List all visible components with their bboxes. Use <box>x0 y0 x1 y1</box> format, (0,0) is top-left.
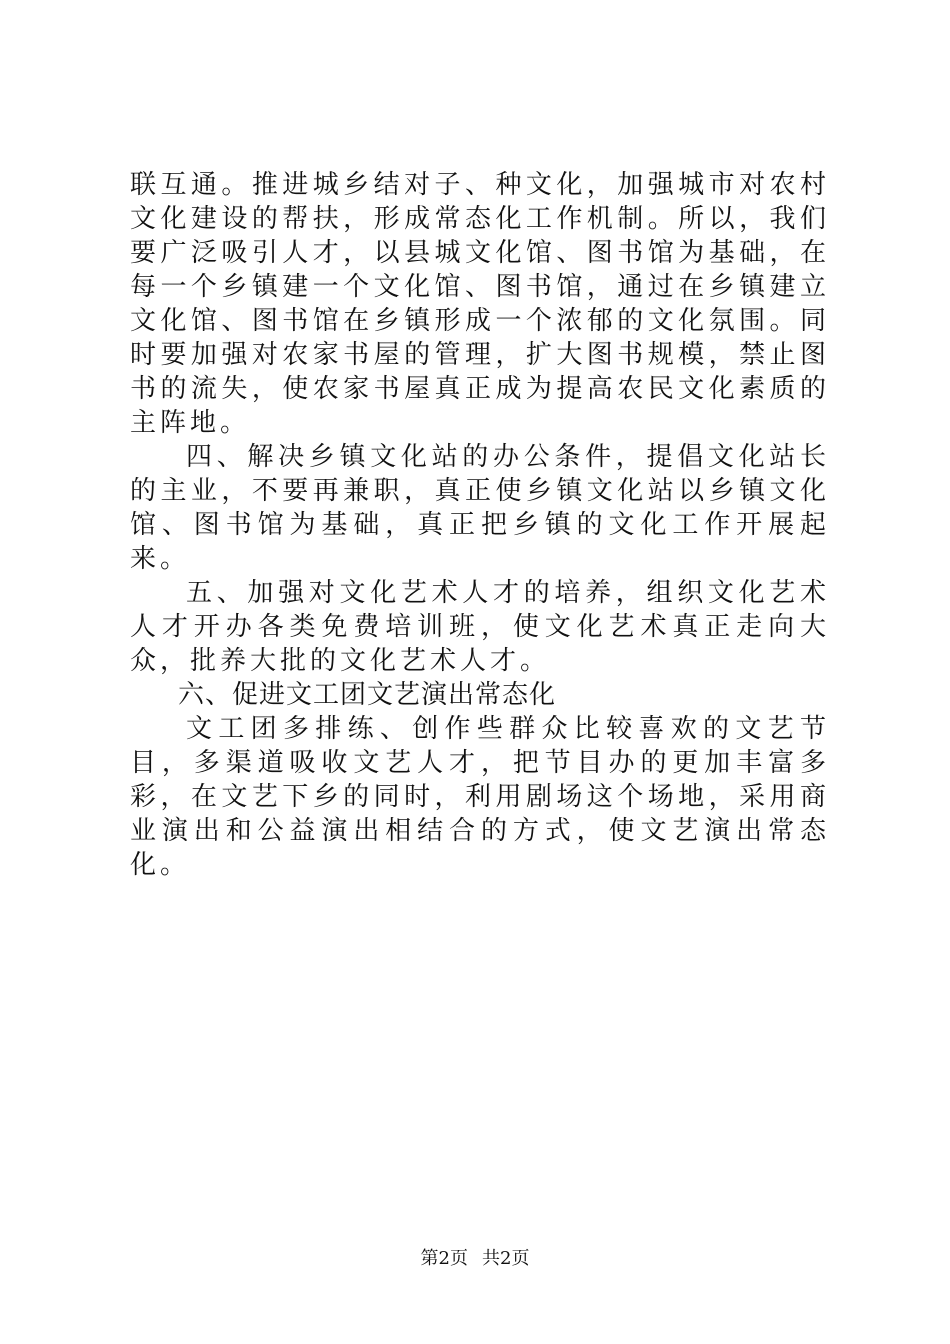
paragraph-continuation: 联互通。推进城乡结对子、种文化，加强城市对农村文化建设的帮扶，形成常态化工作机制。所以，我们要广泛吸引人才，以县城文化馆、图书馆为基础，在每一个乡镇建一个文化馆、图书馆，通过在乡镇建立文化馆、图书馆在乡镇形成一个浓郁的文化氛围。同时要加强对农家书屋的管理，扩大图书规模，禁止图书的流失，使农家书屋真正成为提高农民文化素质的主阵地。 <box>130 170 830 438</box>
paragraph-item-six-heading: 六、促进文工团文艺演出常态化 <box>178 680 557 710</box>
document-body <box>130 168 830 882</box>
page-footer <box>0 1244 950 1270</box>
paragraph-item-four: 四、解决乡镇文化站的办公条件，提倡文化站长的主业，不要再兼职，真正使乡镇文化站以乡镇文化馆、图书馆为基础，真正把乡镇的文化工作开展起来。 <box>130 442 830 574</box>
page-total: 共2页 <box>482 1248 530 1269</box>
page-number: 第2页 <box>420 1248 468 1269</box>
paragraph-item-six-body: 文工团多排练、创作些群众比较喜欢的文艺节目，多渠道吸收文艺人才，把节目办的更加丰富多彩，在文艺下乡的同时，利用剧场这个场地，采用商业演出和公益演出相结合的方式，使文艺演出常态化。 <box>130 714 830 880</box>
paragraph-item-five: 五、加强对文化艺术人才的培养，组织文化艺术人才开办各类免费培训班，使文化艺术真正走向大众，批养大批的文化艺术人才。 <box>130 578 830 676</box>
